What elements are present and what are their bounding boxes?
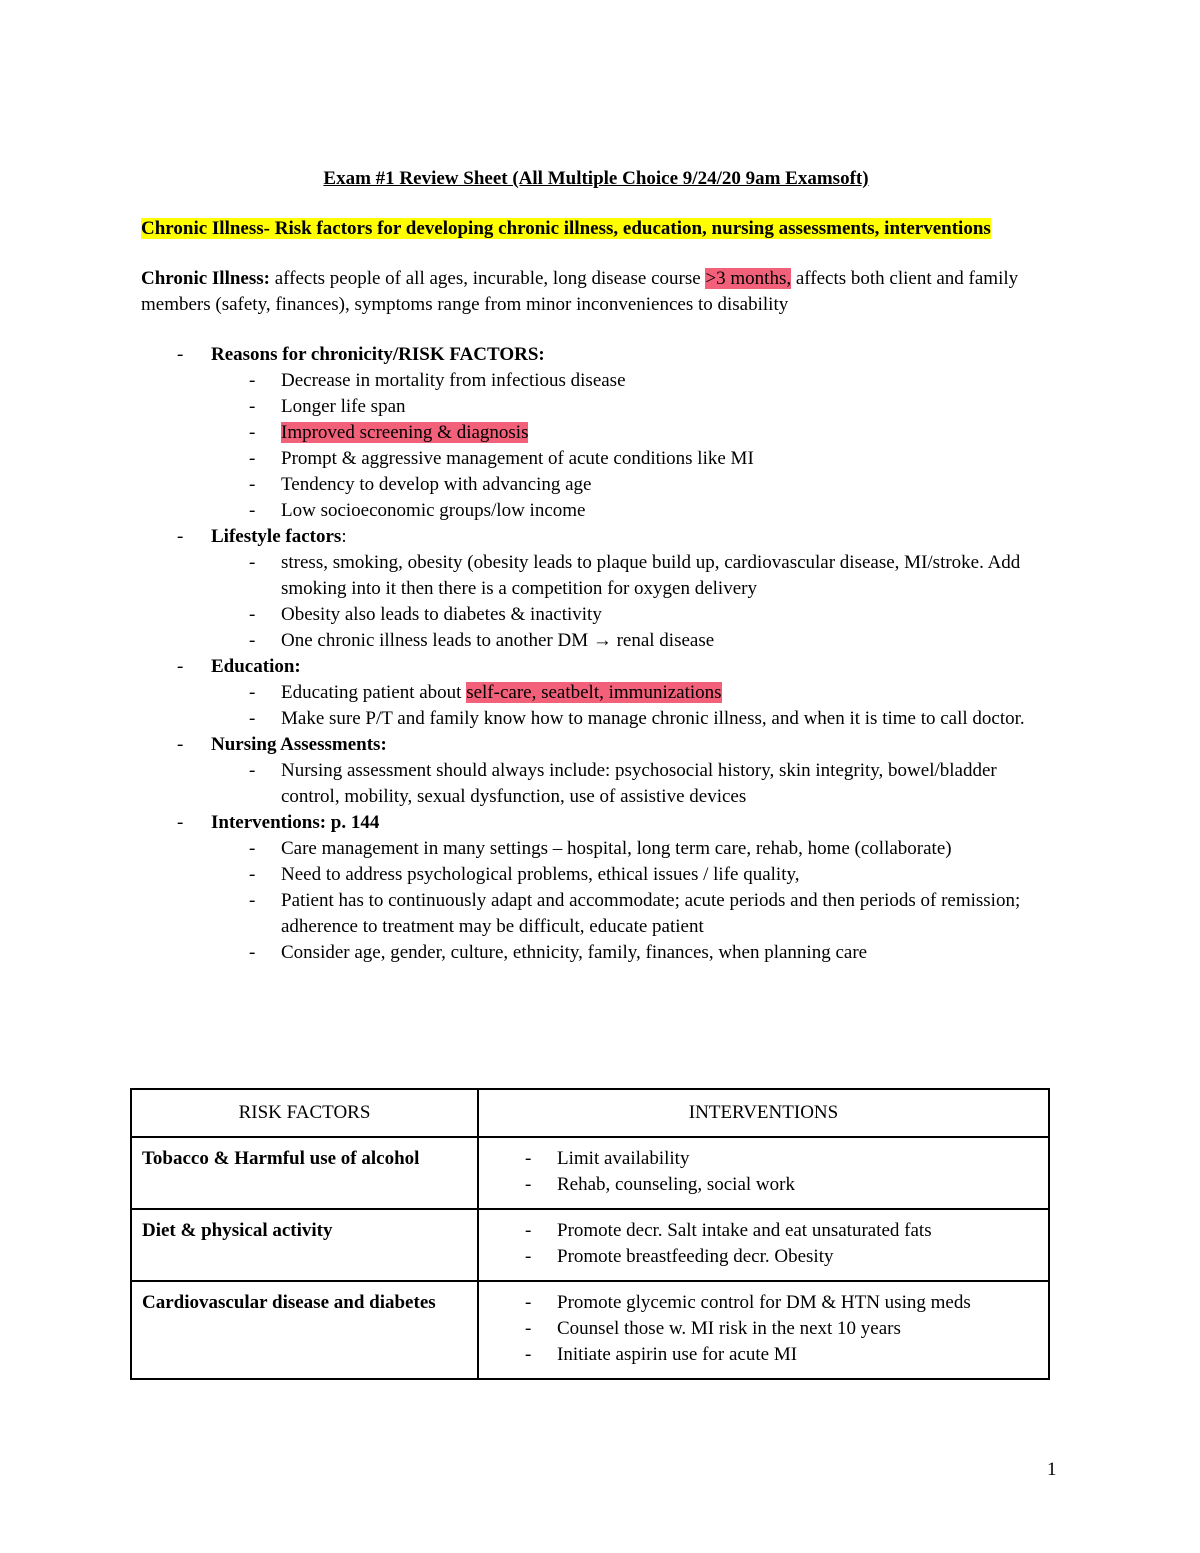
definition-highlight: >3 months, xyxy=(705,268,792,289)
page-number: 1 xyxy=(1047,1459,1057,1480)
intervention-item: - Initiate aspirin use for acute MI xyxy=(489,1342,1038,1368)
group-heading: Reasons for chronicity/RISK FACTORS: xyxy=(211,344,545,365)
header-interventions: INTERVENTIONS xyxy=(478,1089,1049,1137)
list-group-education xyxy=(141,654,1051,732)
intervention-item: - Counsel those w. MI risk in the next 10 years xyxy=(489,1316,1038,1342)
document-page xyxy=(141,166,1051,966)
interventions-cell xyxy=(478,1137,1049,1209)
highlighted-item-text: Improved screening & diagnosis xyxy=(281,422,529,443)
table-row xyxy=(131,1209,1049,1281)
list-item: - Decrease in mortality from infectious disease xyxy=(211,368,1051,394)
outline-list xyxy=(141,342,1051,966)
table-row xyxy=(131,1137,1049,1209)
risk-interventions-table xyxy=(130,1088,1050,1380)
list-item: - stress, smoking, obesity (obesity leads to plaque build up, cardiovascular disease, MI/stroke. Add smoking into it then there is a competition for oxygen delivery xyxy=(211,550,1051,602)
risk-factor-cell: Diet & physical activity xyxy=(131,1209,478,1281)
list-item: - Care management in many settings – hospital, long term care, rehab, home (collaborate) xyxy=(211,836,1051,862)
list-item: - Tendency to develop with advancing age xyxy=(211,472,1051,498)
list-item xyxy=(211,680,1051,706)
list-item: - Low socioeconomic groups/low income xyxy=(211,498,1051,524)
list-item: - Need to address psychological problems, ethical issues / life quality, xyxy=(211,862,1051,888)
table-header-row xyxy=(131,1089,1049,1137)
group-heading-suffix: : xyxy=(341,526,347,547)
highlighted-item-text: self-care, seatbelt, immunizations xyxy=(466,682,722,703)
sub-list xyxy=(211,758,1051,810)
sub-list xyxy=(211,550,1051,654)
list-item: - Longer life span xyxy=(211,394,1051,420)
sub-list xyxy=(211,680,1051,732)
document-title: Exam #1 Review Sheet (All Multiple Choice 9/24/20 9am Examsoft) xyxy=(323,168,869,189)
intervention-item: - Limit availability xyxy=(489,1146,1038,1172)
interventions-cell xyxy=(478,1281,1049,1379)
list-item: - Obesity also leads to diabetes & inactivity xyxy=(211,602,1051,628)
group-heading: Interventions: p. 144 xyxy=(211,812,380,833)
list-group-nursing-assessments xyxy=(141,732,1051,810)
sub-list xyxy=(211,836,1051,966)
intervention-item: - Promote breastfeeding decr. Obesity xyxy=(489,1244,1038,1270)
group-heading: Lifestyle factors xyxy=(211,526,342,547)
chronic-illness-definition xyxy=(141,266,1051,318)
definition-text-before: affects people of all ages, incurable, long disease course xyxy=(269,268,706,289)
table-row xyxy=(131,1281,1049,1379)
section-heading-text: Chronic Illness- Risk factors for developing chronic illness, education, nursing assessments, interventions xyxy=(141,218,991,239)
list-group-lifestyle xyxy=(141,524,1051,654)
intervention-item: - Promote glycemic control for DM & HTN using meds xyxy=(489,1290,1038,1316)
intervention-item: - Rehab, counseling, social work xyxy=(489,1172,1038,1198)
list-group-interventions xyxy=(141,810,1051,966)
definition-label: Chronic Illness: xyxy=(141,268,270,289)
list-item: - Patient has to continuously adapt and accommodate; acute periods and then periods of remission; adherence to treatment may be difficult, educate patient xyxy=(211,888,1051,940)
header-risk-factors: RISK FACTORS xyxy=(131,1089,478,1137)
section-heading xyxy=(141,216,1051,242)
list-item: - One chronic illness leads to another DM → renal disease xyxy=(211,628,1051,654)
list-item: - Consider age, gender, culture, ethnicity, family, finances, when planning care xyxy=(211,940,1051,966)
list-item: - Nursing assessment should always include: psychosocial history, skin integrity, bowel/bladder control, mobility, sexual dysfunction, use of assistive devices xyxy=(211,758,1051,810)
risk-factor-cell: Tobacco & Harmful use of alcohol xyxy=(131,1137,478,1209)
sub-list xyxy=(211,368,1051,524)
definition-text-after: affects both client and family members (safety, finances), symptoms range from minor inconveniences to disability xyxy=(141,268,1019,315)
intervention-item: - Promote decr. Salt intake and eat unsaturated fats xyxy=(489,1218,1038,1244)
interventions-cell xyxy=(478,1209,1049,1281)
list-item xyxy=(211,420,1051,446)
list-group-risk-factors xyxy=(141,342,1051,524)
item-text: Educating patient about xyxy=(281,682,462,703)
list-item: - Make sure P/T and family know how to manage chronic illness, and when it is time to call doctor. xyxy=(211,706,1051,732)
risk-factor-cell: Cardiovascular disease and diabetes xyxy=(131,1281,478,1379)
list-item: - Prompt & aggressive management of acute conditions like MI xyxy=(211,446,1051,472)
group-heading: Nursing Assessments: xyxy=(211,734,387,755)
group-heading: Education: xyxy=(211,656,301,677)
